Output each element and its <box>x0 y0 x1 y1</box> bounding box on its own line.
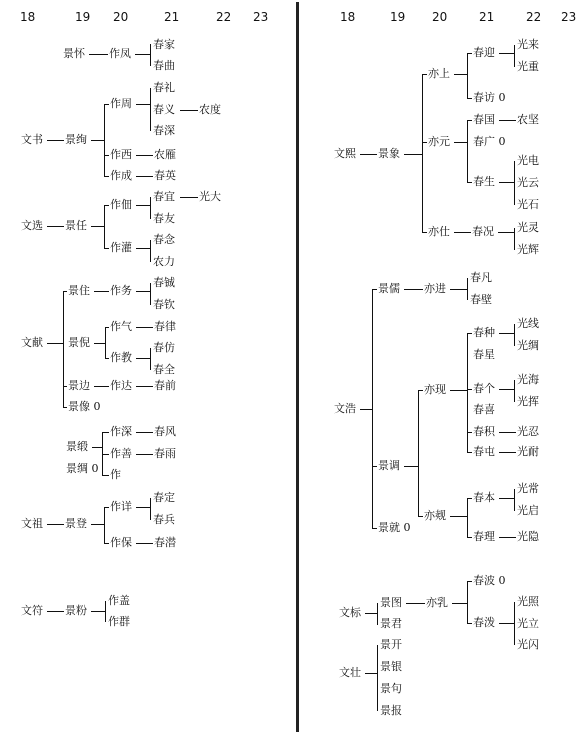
person-name: 春壁 <box>470 293 492 306</box>
person-name: 光灵 <box>517 221 539 234</box>
person-name: 景报 <box>380 704 402 717</box>
generation-header: 19 <box>390 10 406 24</box>
connector-line <box>47 343 63 344</box>
person-name: 景句 <box>380 682 402 695</box>
person-name: 光忍 <box>517 425 539 438</box>
connector-line <box>372 466 377 467</box>
generation-header: 21 <box>164 10 180 24</box>
connector-line <box>136 155 153 156</box>
connector-line <box>150 197 151 219</box>
person-name: 景粉 <box>65 604 87 617</box>
connector-line <box>47 524 64 525</box>
person-name: 春念 <box>153 233 175 246</box>
connector-line <box>91 226 104 227</box>
person-name: 景怀 <box>63 47 85 60</box>
person-name: 农度 <box>199 103 221 116</box>
connector-line <box>92 447 102 448</box>
person-name: 春生 <box>473 175 495 188</box>
person-name: 景任 <box>65 219 87 232</box>
person-name: 亦进 <box>424 282 446 295</box>
person-name: 春前 <box>154 379 176 392</box>
connector-line <box>467 581 472 582</box>
connector-line <box>94 291 109 292</box>
person-name: 春英 <box>154 169 176 182</box>
person-name: 春定 <box>153 491 175 504</box>
person-name: 景住 <box>68 284 90 297</box>
connector-line <box>498 232 514 233</box>
person-name: 作 <box>110 468 121 481</box>
person-name: 春全 <box>153 363 175 376</box>
generation-header: 22 <box>526 10 542 24</box>
connector-line <box>418 390 423 391</box>
person-name: 亦上 <box>428 67 450 80</box>
connector-line <box>499 432 516 433</box>
connector-line <box>136 248 150 249</box>
connector-line <box>180 110 198 111</box>
connector-line <box>406 603 425 604</box>
connector-line <box>150 240 151 262</box>
person-name: 文浩 <box>334 402 356 415</box>
person-name: 农力 <box>153 255 175 268</box>
generation-header: 23 <box>253 10 269 24</box>
person-name: 春义 <box>153 103 175 116</box>
connector-line <box>91 611 105 612</box>
connector-line <box>499 182 514 183</box>
person-name: 春礼 <box>153 81 175 94</box>
person-name: 亦乳 <box>426 596 448 609</box>
connector-line <box>499 537 516 538</box>
generation-header: 20 <box>113 10 129 24</box>
connector-line <box>377 645 378 711</box>
connector-line <box>467 581 468 624</box>
person-name: 春家 <box>153 38 175 51</box>
person-name: 作详 <box>110 500 132 513</box>
person-name: 春律 <box>154 320 176 333</box>
person-name: 春铖 <box>153 276 175 289</box>
connector-line <box>418 516 423 517</box>
person-name: 光隐 <box>517 530 539 543</box>
connector-line <box>422 142 427 143</box>
connector-line <box>104 205 105 249</box>
connector-line <box>467 53 472 54</box>
connector-line <box>136 358 150 359</box>
person-name: 文选 <box>21 219 43 232</box>
connector-line <box>450 289 467 290</box>
connector-line <box>454 142 467 143</box>
person-name: 光绸 <box>517 339 539 352</box>
connector-line <box>499 53 514 54</box>
connector-line <box>404 466 418 467</box>
person-name: 作群 <box>108 615 130 628</box>
person-name: 光照 <box>517 595 539 608</box>
person-name: 春波 0 <box>473 574 506 587</box>
person-name: 春广 0 <box>473 135 506 148</box>
connector-line <box>514 161 515 205</box>
connector-line <box>136 291 150 292</box>
connector-line <box>467 120 472 121</box>
connector-line <box>150 88 151 131</box>
generation-header: 18 <box>20 10 36 24</box>
person-name: 光辉 <box>517 243 539 256</box>
person-name: 亦仕 <box>428 225 450 238</box>
person-name: 光闪 <box>517 638 539 651</box>
connector-line <box>514 228 515 250</box>
person-name: 作成 <box>110 169 132 182</box>
connector-line <box>467 537 472 538</box>
person-name: 光大 <box>199 190 221 203</box>
connector-line <box>514 380 515 402</box>
person-name: 春仿 <box>153 341 175 354</box>
connector-line <box>136 327 153 328</box>
connector-line <box>372 289 373 529</box>
person-name: 作西 <box>110 148 132 161</box>
person-name: 文熙 <box>334 147 356 160</box>
person-name: 景调 <box>378 459 400 472</box>
connector-line <box>136 432 153 433</box>
connector-line <box>450 390 467 391</box>
connector-line <box>404 154 422 155</box>
person-name: 春种 <box>473 326 495 339</box>
person-name: 光立 <box>517 617 539 630</box>
person-name: 春积 <box>473 425 495 438</box>
connector-line <box>94 343 105 344</box>
connector-line <box>499 623 514 624</box>
connector-line <box>467 389 472 390</box>
person-name: 亦元 <box>428 135 450 148</box>
person-name: 景倪 <box>68 336 90 349</box>
person-name: 亦觌 <box>424 509 446 522</box>
connector-line <box>102 432 109 433</box>
connector-line <box>104 543 109 544</box>
generation-header: 22 <box>216 10 232 24</box>
person-name: 景开 <box>380 638 402 651</box>
person-name: 春泼 <box>473 616 495 629</box>
person-name: 春星 <box>473 348 495 361</box>
connector-line <box>104 507 109 508</box>
person-name: 光线 <box>517 317 539 330</box>
connector-line <box>514 324 515 346</box>
person-name: 作达 <box>110 379 132 392</box>
connector-line <box>372 528 377 529</box>
connector-line <box>418 390 419 517</box>
connector-line <box>63 291 67 292</box>
person-name: 光来 <box>517 38 539 51</box>
generation-header: 20 <box>432 10 448 24</box>
connector-line <box>514 602 515 645</box>
person-name: 景边 <box>68 379 90 392</box>
person-name: 文标 <box>339 606 361 619</box>
person-name: 春国 <box>473 113 495 126</box>
person-name: 景像 0 <box>68 400 101 413</box>
person-name: 春钦 <box>153 298 175 311</box>
connector-line <box>499 333 514 334</box>
person-name: 景儒 <box>378 282 400 295</box>
connector-line <box>467 333 472 334</box>
connector-line <box>467 333 468 453</box>
connector-line <box>94 386 109 387</box>
person-name: 作教 <box>110 351 132 364</box>
connector-line <box>422 232 427 233</box>
connector-line <box>104 104 105 176</box>
person-name: 景绚 <box>65 133 87 146</box>
connector-line <box>105 327 106 359</box>
person-name: 作气 <box>110 320 132 333</box>
connector-line <box>150 44 151 66</box>
person-name: 景绸 0 <box>66 462 99 475</box>
person-name: 春潜 <box>154 536 176 549</box>
connector-line <box>499 120 516 121</box>
connector-line <box>514 45 515 67</box>
person-name: 光电 <box>517 154 539 167</box>
person-name: 春曲 <box>153 59 175 72</box>
generation-header: 21 <box>479 10 495 24</box>
person-name: 春况 <box>472 225 494 238</box>
person-name: 文祖 <box>21 517 43 530</box>
connector-line <box>499 498 514 499</box>
connector-line <box>360 409 372 410</box>
person-name: 农雁 <box>154 148 176 161</box>
connector-line <box>150 348 151 370</box>
connector-line <box>136 176 153 177</box>
person-name: 春本 <box>473 491 495 504</box>
connector-line <box>467 452 472 453</box>
connector-line <box>104 155 109 156</box>
person-name: 景缎 <box>66 440 88 453</box>
connector-line <box>467 98 472 99</box>
person-name: 作深 <box>110 425 132 438</box>
person-name: 作盖 <box>108 594 130 607</box>
connector-line <box>372 289 377 290</box>
person-name: 光石 <box>517 198 539 211</box>
connector-line <box>63 407 67 408</box>
connector-line <box>450 516 467 517</box>
person-name: 作善 <box>110 447 132 460</box>
person-name: 春理 <box>473 530 495 543</box>
connector-line <box>136 104 150 105</box>
person-name: 春深 <box>153 124 175 137</box>
connector-line <box>422 74 427 75</box>
connector-line <box>104 104 109 105</box>
connector-line <box>102 454 109 455</box>
generation-header: 23 <box>561 10 577 24</box>
connector-line <box>104 176 109 177</box>
person-name: 光挥 <box>517 395 539 408</box>
connector-line <box>404 289 423 290</box>
generation-header: 18 <box>340 10 356 24</box>
person-name: 光云 <box>517 176 539 189</box>
connector-line <box>89 54 108 55</box>
connector-line <box>467 53 468 99</box>
connector-line <box>136 454 153 455</box>
connector-line <box>105 358 109 359</box>
person-name: 光启 <box>517 504 539 517</box>
person-name: 文符 <box>21 604 43 617</box>
person-name: 春喜 <box>473 403 495 416</box>
person-name: 春雨 <box>154 447 176 460</box>
generation-header: 19 <box>75 10 91 24</box>
connector-line <box>467 623 472 624</box>
connector-line <box>47 140 64 141</box>
connector-line <box>150 283 151 305</box>
person-name: 春个 <box>473 382 495 395</box>
person-name: 春风 <box>154 425 176 438</box>
connector-line <box>467 498 468 538</box>
connector-line <box>365 613 377 614</box>
connector-line <box>454 232 471 233</box>
connector-line <box>467 278 468 300</box>
person-name: 景就 0 <box>378 521 411 534</box>
person-name: 文壮 <box>339 666 361 679</box>
person-name: 春宜 <box>153 190 175 203</box>
person-name: 景银 <box>380 660 402 673</box>
connector-line <box>454 74 467 75</box>
person-name: 景图 <box>380 596 402 609</box>
connector-line <box>377 603 378 625</box>
connector-line <box>91 524 104 525</box>
connector-line <box>104 507 105 544</box>
connector-line <box>467 432 472 433</box>
person-name: 春迎 <box>473 46 495 59</box>
connector-line <box>104 248 109 249</box>
person-name: 景登 <box>65 517 87 530</box>
person-name: 亦现 <box>424 383 446 396</box>
person-name: 光常 <box>517 482 539 495</box>
person-name: 文献 <box>21 336 43 349</box>
person-name: 春友 <box>153 212 175 225</box>
person-name: 春访 0 <box>473 91 506 104</box>
connector-line <box>150 498 151 520</box>
connector-line <box>499 389 514 390</box>
connector-line <box>467 182 472 183</box>
connector-line <box>47 226 64 227</box>
connector-line <box>136 543 153 544</box>
connector-line <box>136 386 153 387</box>
person-name: 光重 <box>517 60 539 73</box>
person-name: 春屯 <box>473 445 495 458</box>
connector-line <box>136 205 150 206</box>
connector-line <box>360 154 377 155</box>
connector-line <box>422 74 423 233</box>
person-name: 作佃 <box>110 198 132 211</box>
connector-line <box>105 327 109 328</box>
person-name: 春凡 <box>470 271 492 284</box>
person-name: 作周 <box>110 97 132 110</box>
person-name: 景君 <box>380 617 402 630</box>
connector-line <box>135 54 150 55</box>
person-name: 作灌 <box>110 241 132 254</box>
connector-line <box>136 507 150 508</box>
person-name: 作保 <box>110 536 132 549</box>
connector-line <box>467 120 468 183</box>
connector-line <box>91 140 104 141</box>
connector-line <box>452 603 467 604</box>
connector-line <box>47 611 64 612</box>
connector-line <box>105 601 106 622</box>
person-name: 景象 <box>378 147 400 160</box>
connector-line <box>365 673 377 674</box>
connector-line <box>467 498 472 499</box>
connector-line <box>63 291 64 407</box>
person-name: 农坚 <box>517 113 539 126</box>
connector-line <box>104 205 109 206</box>
person-name: 作务 <box>110 284 132 297</box>
person-name: 作凤 <box>109 47 131 60</box>
person-name: 春兵 <box>153 513 175 526</box>
page-divider <box>296 2 299 732</box>
connector-line <box>102 475 109 476</box>
person-name: 文书 <box>21 133 43 146</box>
connector-line <box>180 197 198 198</box>
person-name: 光耐 <box>517 445 539 458</box>
connector-line <box>499 452 516 453</box>
connector-line <box>63 386 67 387</box>
connector-line <box>514 489 515 511</box>
person-name: 光海 <box>517 373 539 386</box>
